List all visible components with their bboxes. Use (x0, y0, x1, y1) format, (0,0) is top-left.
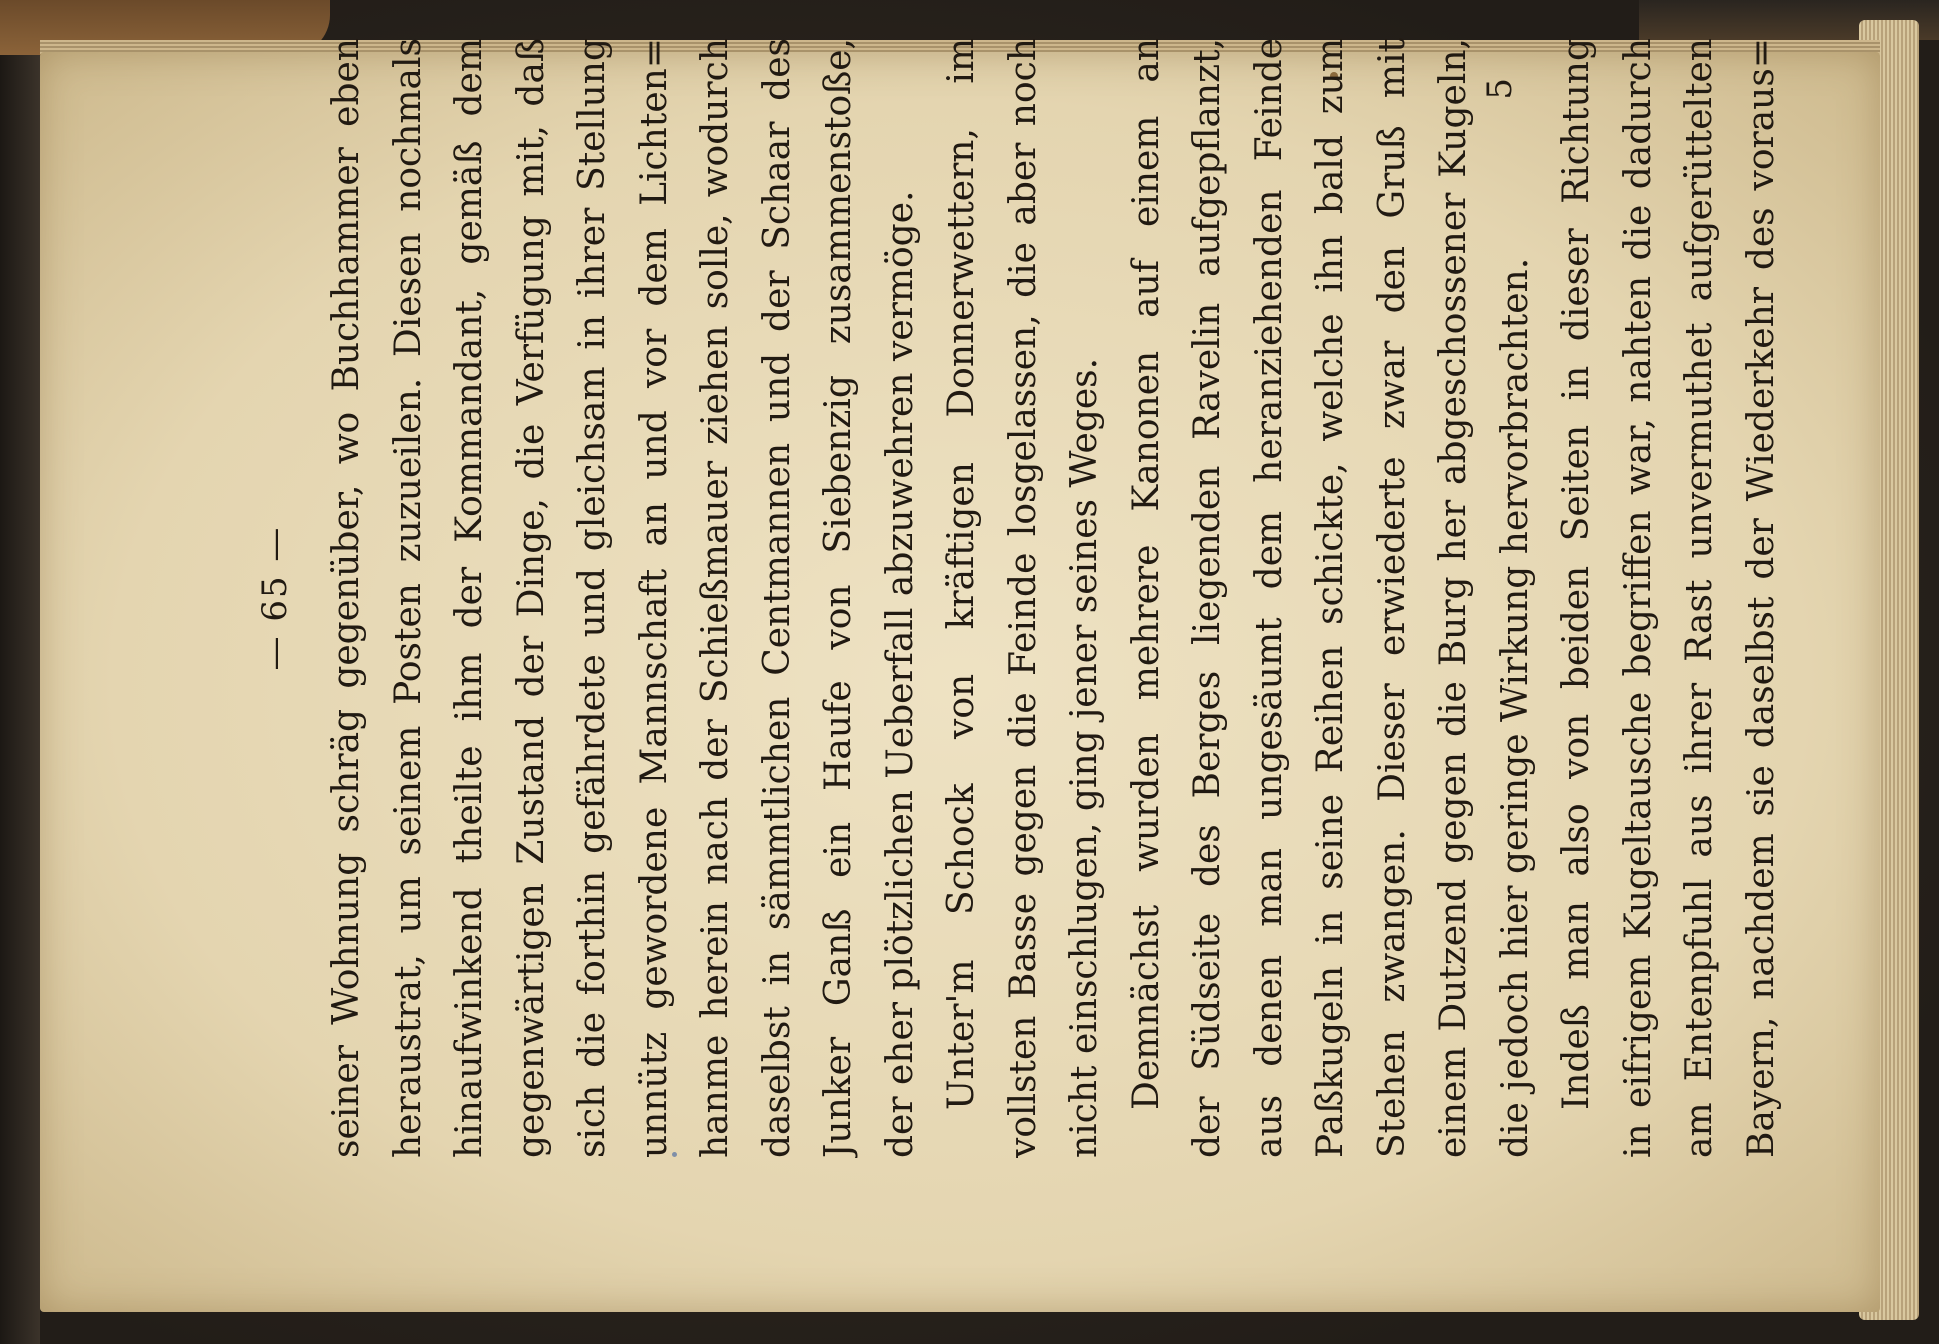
text-line: Indeß man also von beiden Seiten in dieser Richtung (1556, 38, 1597, 1110)
text-line: unnütz gewordene Mannschaft an und vor dem Lichten= (633, 38, 675, 1158)
text-line: am Entenpfuhl aus ihrer Rast unvermuthet aufgerüttelten (1679, 38, 1720, 1158)
signature-mark: 5 (1480, 78, 1520, 100)
text-line: daselbst in sämmtlichen Centmannen und der Schaar des (756, 38, 798, 1158)
text-line: Unter'm Schock von kräftigen Donnerwettern, im (941, 38, 982, 1110)
text-line: Stehen zwangen. Dieser erwiederte zwar den Gruß mit (1371, 38, 1413, 1158)
text-line: Bayern, nachdem sie daselbst der Wiederkehr des voraus= (1740, 38, 1782, 1158)
text-line: einem Dutzend gegen die Burg her abgeschossener Kugeln, (1433, 38, 1474, 1158)
text-line: nicht einschlugen, ging jener seines Weges. (1064, 357, 1105, 1158)
text-line: seiner Wohnung schräg gegenüber, wo Buchhammer eben (326, 38, 367, 1158)
text-line: vollsten Basse gegen die Feinde losgelassen, die aber noch (1002, 38, 1044, 1158)
text-line: aus denen man ungesäumt dem heranziehenden Feinde (1248, 38, 1290, 1158)
text-line: Junker Ganß ein Haufe von Siebenzig zusammenstoße, (818, 38, 859, 1158)
text-line: heraustrat, um seinem Posten zuzueilen. Diesen nochmals (387, 38, 429, 1158)
text-line: die jedoch hier geringe Wirkung hervorbrachten. (1494, 257, 1536, 1158)
text-line: hinaufwinkend theilte ihm der Kommandant, gemäß dem (449, 38, 490, 1158)
book-cover-edge (0, 0, 40, 1344)
page-number-header: — 65 — (255, 525, 295, 671)
text-line: in eifrigem Kugeltausche begriffen war, nahten die dadurch (1617, 38, 1659, 1158)
rotated-text-block (250, 38, 1782, 1158)
text-line: Demnächst wurden mehrere Kanonen auf einem an (1125, 38, 1167, 1110)
text-line: gegenwärtigen Zustand der Dinge, die Verfügung mit, daß (510, 38, 552, 1158)
text-line: der eher plötzlichen Ueberfall abzuwehren vermöge. (879, 190, 921, 1158)
text-line: hanme herein nach der Schießmauer ziehen solle, wodurch (695, 38, 736, 1158)
text-line: der Südseite des Berges liegenden Ravelin aufgepflanzt, (1187, 38, 1228, 1158)
body-text (316, 38, 1792, 1158)
text-line: sich die forthin gefährdete und gleichsam in ihrer Stellung (572, 38, 613, 1158)
text-line: Paßkugeln in seine Reihen schickte, welche ihn bald zum (1310, 38, 1351, 1158)
